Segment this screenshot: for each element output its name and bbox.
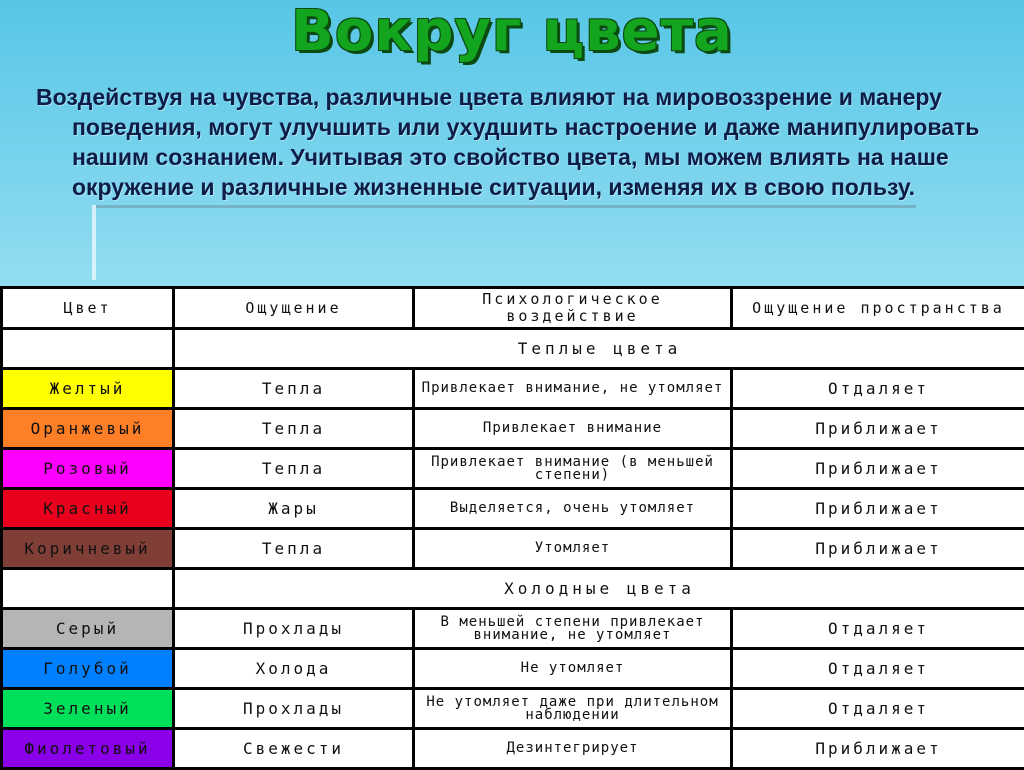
feeling-cell: Тепла xyxy=(174,369,414,409)
color-name-cell: Серый xyxy=(2,609,174,649)
section-row-cold xyxy=(2,569,1024,609)
section-spacer xyxy=(2,329,174,369)
effect-cell: Привлекает внимание xyxy=(414,409,732,449)
space-cell: Приближает xyxy=(732,409,1024,449)
color-name-cell: Красный xyxy=(2,489,174,529)
effect-cell: Дезинтегрирует xyxy=(414,729,732,769)
table-row xyxy=(2,609,1024,649)
color-name-cell: Розовый xyxy=(2,449,174,489)
table-row xyxy=(2,689,1024,729)
section-row-warm xyxy=(2,329,1024,369)
effect-cell: Выделяется, очень утомляет xyxy=(414,489,732,529)
header-feeling: Ощущение xyxy=(174,288,414,329)
color-name-cell: Голубой xyxy=(2,649,174,689)
table-row xyxy=(2,409,1024,449)
table-row xyxy=(2,369,1024,409)
feeling-cell: Свежести xyxy=(174,729,414,769)
feeling-cell: Прохлады xyxy=(174,609,414,649)
table-header-row xyxy=(2,288,1024,329)
space-cell: Отдаляет xyxy=(732,609,1024,649)
space-cell: Приближает xyxy=(732,489,1024,529)
effect-cell: Привлекает внимание (в меньшей степени) xyxy=(414,449,732,489)
feeling-cell: Холода xyxy=(174,649,414,689)
color-name-cell: Оранжевый xyxy=(2,409,174,449)
color-table xyxy=(0,286,1024,770)
section-label-warm: Теплые цвета xyxy=(174,329,1024,369)
effect-cell: Привлекает внимание, не утомляет xyxy=(414,369,732,409)
space-cell: Отдаляет xyxy=(732,649,1024,689)
header-effect: Психологическое воздействие xyxy=(414,288,732,329)
feeling-cell: Тепла xyxy=(174,529,414,569)
table-row xyxy=(2,649,1024,689)
color-name-cell: Зеленый xyxy=(2,689,174,729)
feeling-cell: Прохлады xyxy=(174,689,414,729)
feeling-cell: Тепла xyxy=(174,409,414,449)
space-cell: Отдаляет xyxy=(732,689,1024,729)
page-title: Вокруг цвета xyxy=(0,2,1024,62)
color-name-cell: Желтый xyxy=(2,369,174,409)
effect-cell: В меньшей степени привлекает внимание, не утомляет xyxy=(414,609,732,649)
header-color: Цвет xyxy=(2,288,174,329)
table-row xyxy=(2,449,1024,489)
space-cell: Приближает xyxy=(732,529,1024,569)
table-row xyxy=(2,529,1024,569)
feeling-cell: Жары xyxy=(174,489,414,529)
effect-cell: Не утомляет даже при длительном наблюдении xyxy=(414,689,732,729)
space-cell: Приближает xyxy=(732,449,1024,489)
section-spacer xyxy=(2,569,174,609)
color-name-cell: Фиолетовый xyxy=(2,729,174,769)
intro-paragraph: Воздействуя на чувства, различные цвета влияют на мировоззрение и манеру поведения, могут улучшить или ухудшить настроение и даже манипулировать нашим сознанием. Учитывая это свойство цвета, мы можем влиять на наше окружение и различные жизненные ситуации, изменяя их в свою пользу. xyxy=(36,82,1024,202)
table-row xyxy=(2,729,1024,769)
table-row xyxy=(2,489,1024,529)
color-name-cell: Коричневый xyxy=(2,529,174,569)
feeling-cell: Тепла xyxy=(174,449,414,489)
effect-cell: Утомляет xyxy=(414,529,732,569)
header-space: Ощущение пространства xyxy=(732,288,1024,329)
section-label-cold: Холодные цвета xyxy=(174,569,1024,609)
effect-cell: Не утомляет xyxy=(414,649,732,689)
space-cell: Отдаляет xyxy=(732,369,1024,409)
space-cell: Приближает xyxy=(732,729,1024,769)
